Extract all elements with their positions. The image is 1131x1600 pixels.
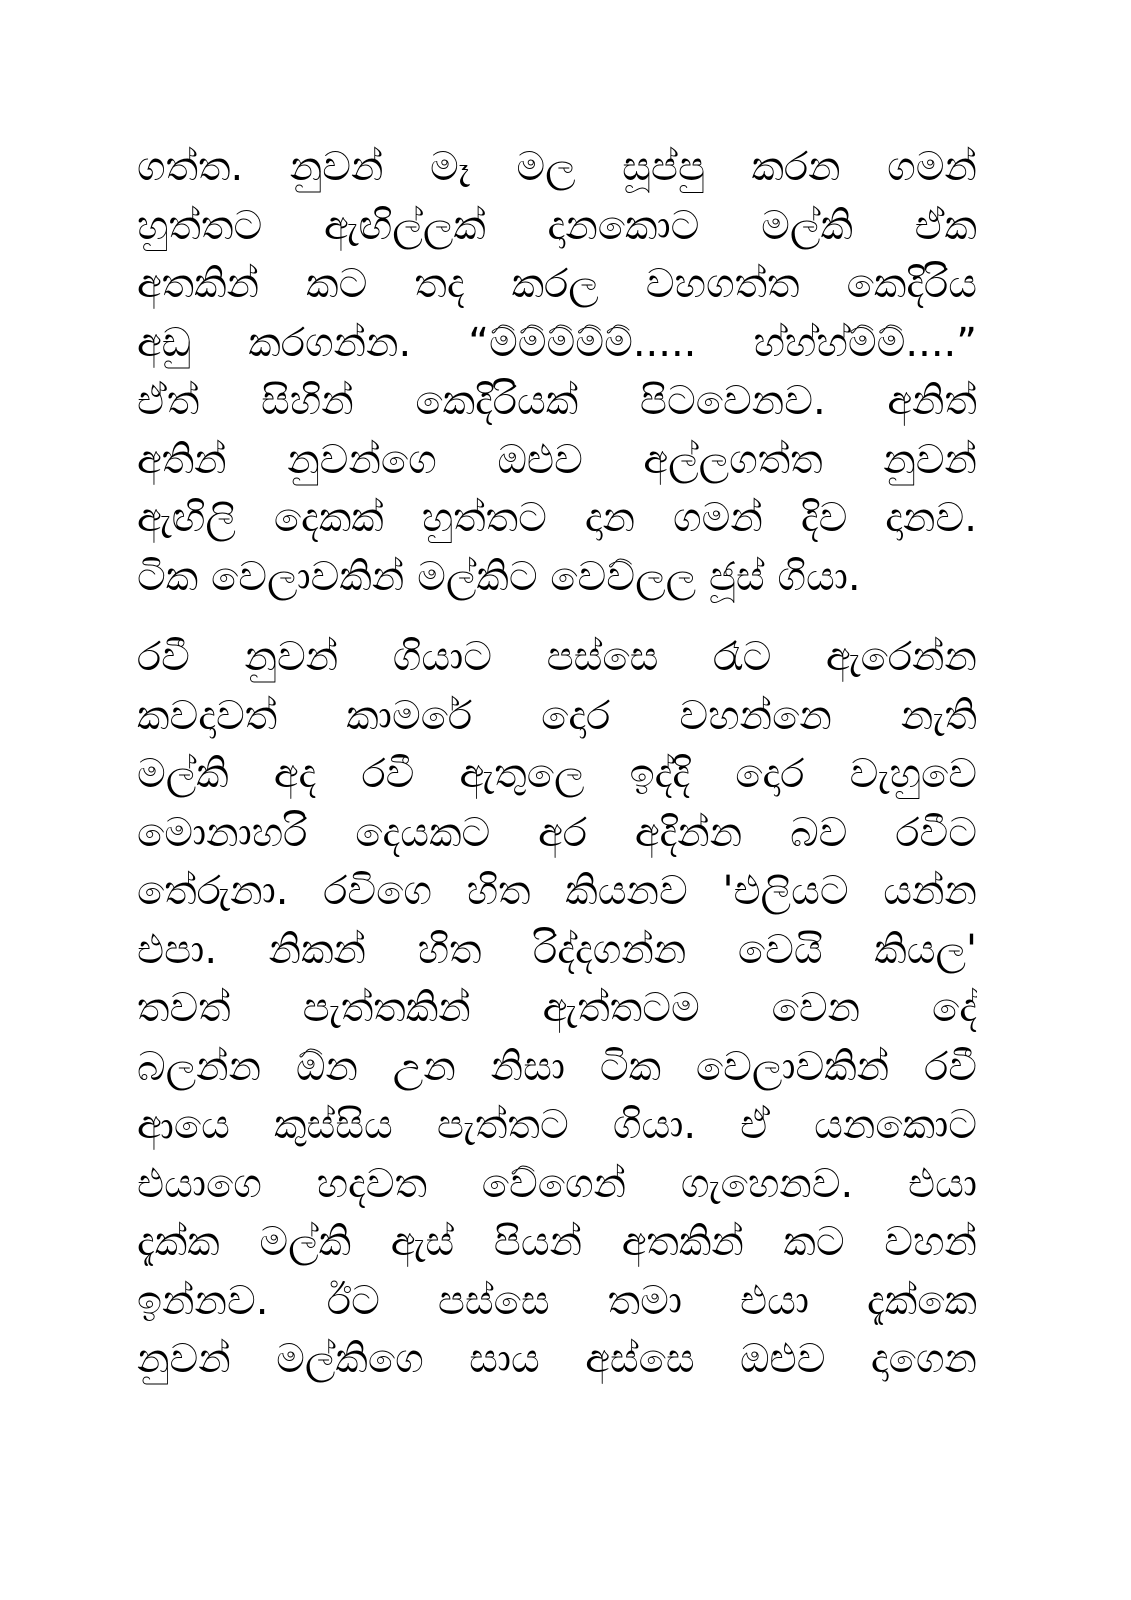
text-line: අඩු කරගන්න. “ම්ම්ම්ම්ම්..... හ්හ්හ්ම්ම්....”: [137, 319, 977, 366]
text-line: හුත්තට ඇඟිල්ලක් දානකොට මල්කි ඒක: [137, 202, 977, 249]
text-line: නුවන් මල්කිගෙ සාය අස්සෙ ඔළුව දාගෙන: [137, 1336, 977, 1382]
text-line: එපා. නිකන් හිත රිද්දගන්න වෙයි කියල': [137, 926, 977, 973]
text-line: ඒත් සිහින් කෙදිරියක් පිටවෙනව. අනිත්: [137, 378, 977, 424]
text-line: ආයෙ කුස්සිය පැත්තට ගියා. ඒ යනකොට: [137, 1102, 977, 1148]
paragraph-2: [137, 628, 977, 1389]
text-line: ගත්ත. නුවන් මෑ මල සූප්පු කරන ගමන්: [137, 144, 977, 190]
text-line: දැක්ක මල්කි ඇස් පියන් අතකින් කට වහන්: [137, 1219, 977, 1265]
text-line: මොනාහරි දෙයකට අර අදින්න බව රවීට: [137, 809, 977, 856]
text-line: තවත් පැත්තකින් ඇත්තටම වෙන දේ: [137, 985, 977, 1031]
text-line: කවදාවත් කාමරේ දොර වහන්නෙ නැති: [137, 692, 977, 739]
text-line: අතකින් කට තද කරල වහගත්ත කෙදිරිය: [137, 261, 977, 307]
paragraph-1: [137, 138, 977, 606]
text-line: බලන්න ඕන උන නිසා ටික වෙලාවකින් රවී: [137, 1043, 977, 1090]
text-line: ටික වෙලාවකින් මල්කිට වෙව්ලල ජූස් ගියා.: [137, 553, 861, 600]
text-line: ඇඟිලි දෙකක් හුත්තට දාන ගමන් දිව දානව.: [137, 495, 977, 541]
text-line: මල්කි අද රවී ඇතුලෙ ඉද්දි දොර වැහුවෙ: [137, 751, 977, 797]
text-line: රවී නුවන් ගියාට පස්සෙ රෑට ඇරෙන්න: [137, 634, 977, 680]
text-line: අතින් නුවන්ගෙ ඔළුව අල්ලගත්ත නුවන්: [137, 436, 977, 483]
text-line: තේරුනා. රවිගෙ හිත කියනව 'එලියට යන්න: [137, 868, 977, 914]
text-line: ඉන්නව. ඊට පස්සෙ තමා එයා දැක්කෙ: [137, 1277, 977, 1324]
text-body: [137, 138, 977, 1389]
text-line: එයාගෙ හදවත වේගෙන් ගැහෙනව. එයා: [137, 1160, 977, 1207]
paragraph-spacer: [137, 606, 977, 628]
